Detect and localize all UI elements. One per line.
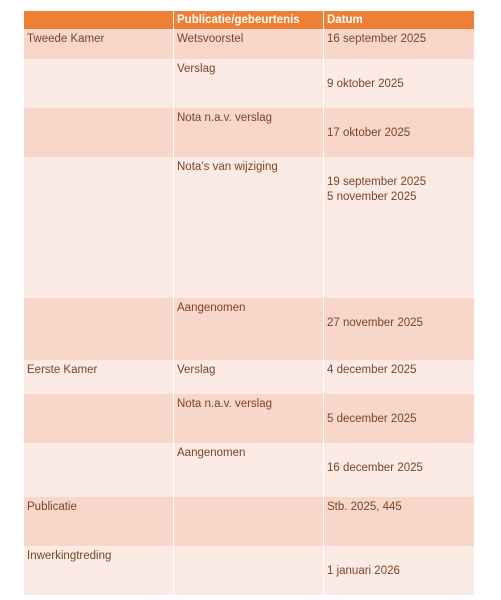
chamber-cell: [24, 443, 174, 497]
table-row: [24, 59, 474, 108]
timeline-table: [24, 11, 474, 595]
chamber-cell: Tweede Kamer: [24, 29, 174, 59]
date-cell: 27 november 2025: [327, 317, 423, 329]
table-row: [24, 298, 474, 360]
event-cell: [174, 497, 324, 546]
date-cell: 19 september 2025 5 november 2025: [327, 176, 427, 203]
chamber-cell: Publicatie: [24, 497, 174, 546]
header-cell-publication: Publicatie/gebeurtenis: [174, 11, 324, 29]
date-cell: 16 september 2025: [327, 33, 427, 45]
date-cell: 1 januari 2026: [327, 565, 400, 577]
date-cell: 5 december 2025: [327, 413, 417, 425]
event-cell: Wetsvoorstel: [174, 29, 324, 59]
date-cell: 16 december 2025: [327, 462, 423, 474]
table-row: [24, 108, 474, 157]
header-cell-date: Datum: [327, 14, 363, 26]
event-cell: Verslag: [174, 360, 324, 394]
table-row: [24, 546, 474, 595]
date-cell: 17 oktober 2025: [327, 127, 411, 139]
chamber-cell: [24, 108, 174, 157]
event-cell: Aangenomen: [174, 443, 324, 497]
event-cell: Nota n.a.v. verslag: [174, 394, 324, 443]
chamber-cell: [24, 298, 174, 360]
date-cell: Stb. 2025, 445: [327, 501, 402, 513]
table-row: [24, 394, 474, 443]
event-cell: Aangenomen: [174, 298, 324, 360]
table-row: [24, 497, 474, 546]
header-cell-chamber: [24, 11, 174, 29]
chamber-cell: Inwerkingtreding: [24, 546, 174, 595]
chamber-cell: [24, 394, 174, 443]
table-row: [24, 157, 474, 298]
event-cell: Nota’s van wijziging: [174, 157, 324, 298]
table-row: [24, 360, 474, 394]
chamber-cell: [24, 157, 174, 298]
chamber-cell: [24, 59, 174, 108]
date-cell: 9 oktober 2025: [327, 78, 404, 90]
chamber-cell: Eerste Kamer: [24, 360, 174, 394]
event-cell: [174, 546, 324, 595]
table-row: [24, 443, 474, 497]
event-cell: Nota n.a.v. verslag: [174, 108, 324, 157]
table-row: [24, 29, 474, 59]
date-cell: 4 december 2025: [327, 364, 417, 376]
table-header-row: [24, 11, 474, 29]
event-cell: Verslag: [174, 59, 324, 108]
